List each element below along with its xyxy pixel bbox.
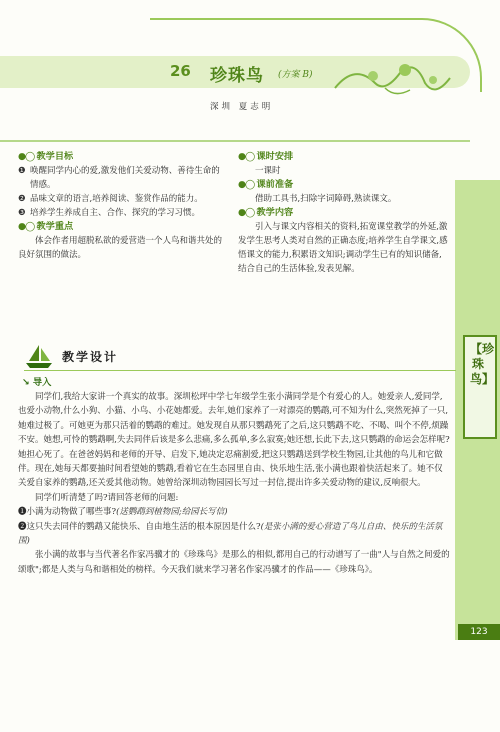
goal-text: 品味文章的语言,培养阅读、鉴赏作品的能力。 [30,194,203,204]
prep-text: 借助工具书,扫除字词障碍,熟读课文。 [255,194,397,204]
question-marker: ❷ [18,521,27,532]
lesson-title: 珍珠鸟 [210,66,264,86]
separator-line [0,140,470,142]
content-text: 引入与课文内容相关的资料,拓宽课堂教学的外延,激发学生思考人类对自然的正确态度;培养学生自学课文,感悟课文的能力,积累语文知识;调动学生已有的知识储备,结合自己的生活体验,发表见解。 [238,222,448,274]
right-column [238,150,450,276]
bullet-dots-icon: ●◯ [238,207,257,218]
page-number: 123 [458,624,500,640]
goal-marker: ❶ [18,166,26,176]
prep-heading [238,178,450,192]
question-answer: (是张小满的爱心营造了鸟儿自由、快乐的生活氛围) [18,521,443,547]
goal-text: 培养学生养成自主、合作、探究的学习习惯。 [30,208,201,218]
sailboat-icon [24,343,54,369]
story-paragraph: 同学们,我给大家讲一个真实的故事。深圳松坪中学七年级学生张小满同学是个有爱心的人。她爱亲人,爱同学,也爱小动物,什么小狗、小猫、小鸟、小花她都爱。去年,她们家养了一对漂亮的鹦鹉,可不知为什么,突然死掉了一只,她难过极了。可她更为那只活着的鹦鹉的难过。她发现自从那只鹦鹉死了之后,这只鹦鹉不吃、不喝、叫个不停,烦躁不安。她想,可怜的鹦鹉啊,失去同伴后该是多么悲痛,多么孤单,多么寂寞;她还想,长此下去,这只鹦鹉的命运会怎样呢?她担心死了。在爸爸妈妈和老师的开导、启发下,她决定忍痛割爱,把这只鹦鹉送到学校生物园,让其他的鸟儿和它做伴。现在,她每天都要抽时间看望她的鹦鹉,看着它在生态园里自由、快乐地生活,张小满也跟着快活起来了。她不仅关爱自家养的鹦鹉,还关爱其他动物。她曾给深圳动物园园长写过一封信,提出许多关爱动物的建议,反响很大。 [18,392,450,489]
main-body [18,390,450,577]
goal-item [18,206,223,220]
focus-title: 教学重点 [36,221,74,232]
question-marker: ❶ [18,507,27,518]
focus-text: 体会作者用超脱私欲的爱营造一个人鸟和谐共处的良好氛围的做法。 [18,236,223,260]
question-intro: 同学们听清楚了吗?请回答老师的问题: [35,492,179,503]
goals-heading [18,150,223,164]
goal-item [18,164,223,192]
import-heading [22,374,51,388]
floral-ornament-icon [325,58,465,100]
question-1 [18,505,450,519]
question-2 [18,520,450,549]
bullet-dots-icon: ●◯ [238,151,257,162]
schedule-heading [238,150,450,164]
content-heading [238,206,450,220]
lesson-number: 26 [170,62,191,80]
prep-title: 课前准备 [256,179,294,190]
schedule-title: 课时安排 [256,151,294,162]
goal-marker: ❸ [18,208,26,218]
bullet-dots-icon: ●◯ [18,151,37,162]
author-line: 深圳 夏志明 [210,102,274,112]
goal-item [18,192,223,206]
closing-paragraph: 张小满的故事与当代著名作家冯骥才的《珍珠鸟》是那么的相似,都用自己的行动谱写了一曲"人与自然之间爱的颂歌";都是人类与鸟和谐相处的榜样。今天我们就来学习著名作家冯骥才的作品——《珍珠鸟》。 [18,550,450,575]
side-tab-label: 【珍珠鸟】 [470,342,495,386]
design-title: 教学设计 [62,350,119,364]
import-label: 导入 [32,377,52,388]
left-column [18,150,223,262]
bullet-dots-icon: ●◯ [238,179,257,190]
bullet-dots-icon: ●◯ [18,221,37,232]
question-answer: (送鹦鹉到植物园;给园长写信) [116,507,228,518]
focus-heading [18,220,223,234]
design-rule [24,370,456,371]
goals-title: 教学目标 [36,151,74,162]
content-title: 教学内容 [256,207,294,218]
schedule-text: 一课时 [255,166,281,176]
question-text: 这只失去同伴的鹦鹉又能快乐、自由地生活的根本原因是什么? [26,521,261,532]
lesson-plan-label: (方案 B) [278,70,313,80]
question-text: 小满为动物做了哪些事? [26,507,117,518]
goal-text: 唤醒同学内心的爱,激发他们关爱动物、善待生命的情感。 [30,166,220,190]
arrow-icon: ↘ [22,377,33,388]
goal-marker: ❷ [18,194,26,204]
